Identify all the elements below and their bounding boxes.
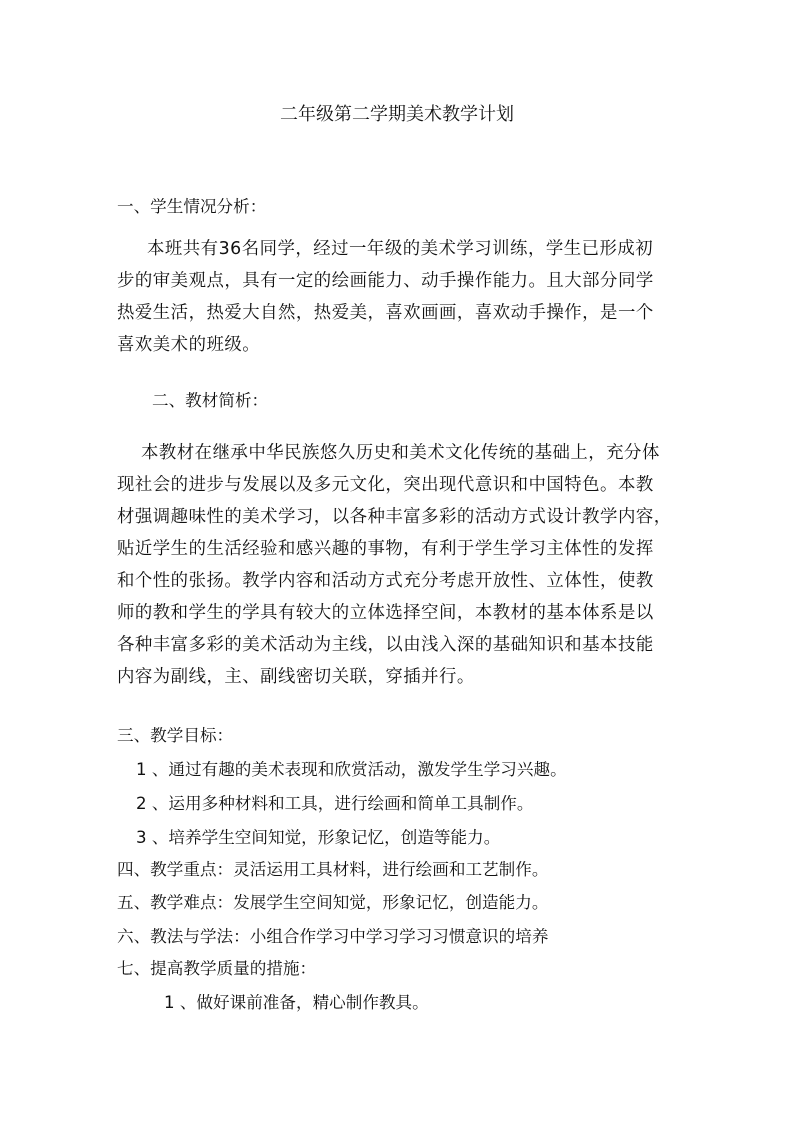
section6-line: 六、教法与学法：小组合作学习中学习学习习惯意识的培养 <box>117 927 549 946</box>
section4-line: 四、教学重点：灵活运用工具材料，进行绘画和工艺制作。 <box>117 860 549 879</box>
section5-line: 五、教学难点：发展学生空间知觉，形象记忆，创造能力。 <box>117 893 549 912</box>
section3-heading: 三、教学目标： <box>117 726 234 745</box>
section1-heading: 一、学生情况分析： <box>117 197 267 216</box>
document-title: 二年级第二学期美术教学计划 <box>280 104 514 125</box>
section2-paragraph: 本教材在继承中华民族悠久历史和美术文化传统的基础上，充分体 现社会的进步与发展以及多元文化，突出现代意识和中国特色。本教 材强调趣味性的美术学习，以各种丰富多彩的活动方式设计教学内容， 贴近学生的生活经验和感兴趣的事物，有利于学生学习主体性的发挥 和个性的张扬。教学内容和活动方式充分考虑开放性、立体性，使教 师的教和学生的学具有较大的立体选择空间，本教材的基本体系是以 各种丰富多彩的美术活动为主线，以由浅入深的基础知识和基本技能 内容为副线，主、副线密切关联，穿插并行。 <box>117 443 672 687</box>
section3-item-2: 2 、运用多种材料和工具，进行绘画和简单工具制作。 <box>136 794 534 813</box>
section7-heading: 七、提高教学质量的措施： <box>117 959 317 978</box>
section3-item-1: 1 、通过有趣的美术表现和欣赏活动，激发学生学习兴趣。 <box>136 760 567 779</box>
section1-paragraph: 本班共有36名同学，经过一年级的美术学习训练，学生已形成初 步的审美观点，具有一定的绘画能力、动手操作能力。且大部分同学 热爱生活，热爱大自然，热爱美，喜欢画画，喜欢动手操作，是一个 喜欢美术的班级。 <box>117 239 654 355</box>
section2-heading: 二、教材简析： <box>152 391 269 410</box>
section3-item-3: 3 、培养学生空间知觉，形象记忆，创造等能力。 <box>136 828 501 847</box>
section7-item-1: 1 、做好课前准备，精心制作教具。 <box>164 993 429 1012</box>
